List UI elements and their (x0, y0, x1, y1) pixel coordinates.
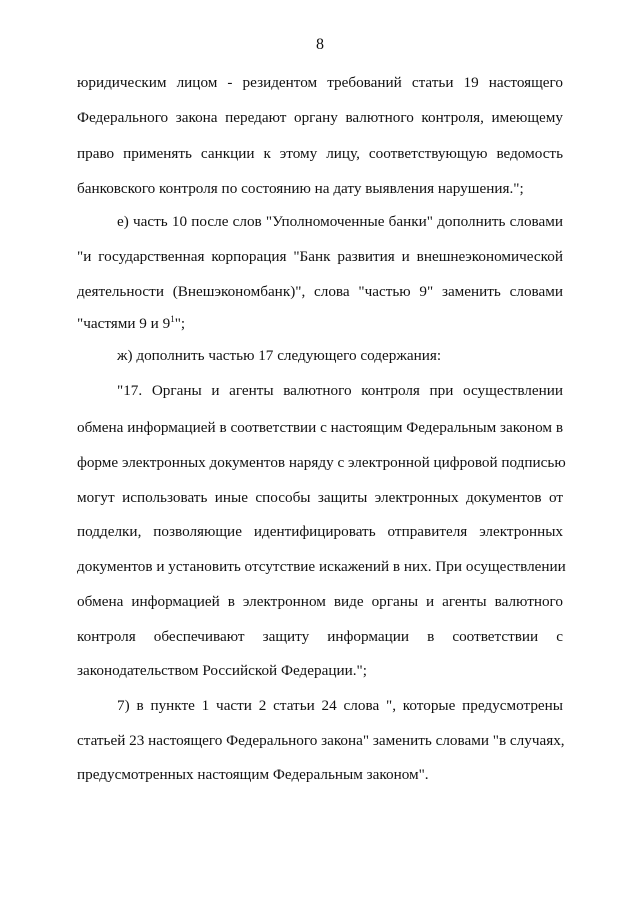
text-line-tail: "; (174, 315, 186, 332)
text-line: юридическим лицом - резидентом требований статьи 19 настоящего (77, 74, 563, 91)
text-line: "и государственная корпорация "Банк развития и внешнеэкономической (77, 248, 563, 265)
text-line: подделки, позволяющие идентифицировать отправителя электронных (77, 523, 563, 540)
text-line: 7) в пункте 1 части 2 статьи 24 слова ", которые предусмотрены (117, 697, 563, 714)
text-line: обмена информацией в электронном виде органы и агенты валютного (77, 593, 563, 610)
page-number: 8 (316, 36, 324, 53)
text-line: обмена информацией в соответствии с настоящим Федеральным законом в (77, 419, 563, 436)
text-line: форме электронных документов наряду с электронной цифровой подписью (77, 454, 566, 471)
text-line: "17. Органы и агенты валютного контроля при осуществлении (117, 382, 563, 399)
text-line: право применять санкции к этому лицу, соответствующую ведомость (77, 145, 563, 162)
text-line: "частями 9 и 9 (77, 315, 171, 332)
text-line: законодательством Российской Федерации."; (77, 662, 367, 679)
text-line: предусмотренных настоящим Федеральным законом". (77, 766, 429, 783)
text-line: статьей 23 настоящего Федерального закона" заменить словами "в случаях, (77, 732, 565, 749)
text-line: деятельности (Внешэкономбанк)", слова "частью 9" заменить словами (77, 283, 563, 300)
text-line-with-superscript (77, 314, 185, 334)
text-line: контроля обеспечивают защиту информации в соответствии с (77, 628, 563, 645)
text-line: ж) дополнить частью 17 следующего содержания: (117, 347, 442, 364)
superscript: 1 (170, 314, 175, 324)
text-line: Федерального закона передают органу валютного контроля, имеющему (77, 109, 563, 126)
text-line: банковского контроля по состоянию на дату выявления нарушения."; (77, 180, 524, 197)
text-line: документов и установить отсутствие искажений в них. При осуществлении (77, 558, 566, 575)
text-line: е) часть 10 после слов "Уполномоченные банки" дополнить словами (117, 213, 563, 230)
text-line: могут использовать иные способы защиты электронных документов от (77, 489, 563, 506)
